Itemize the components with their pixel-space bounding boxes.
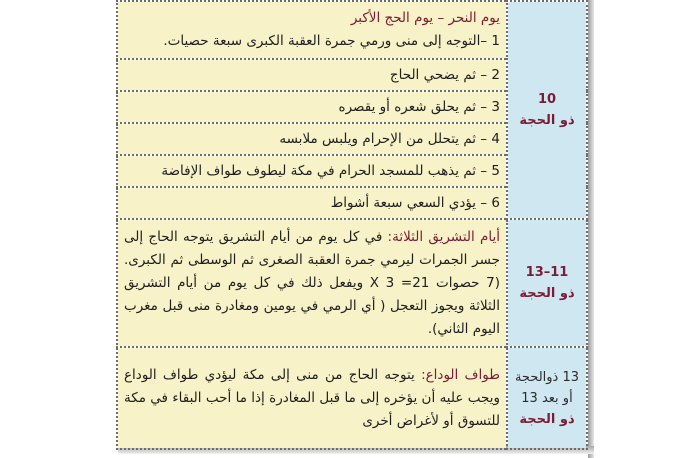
step-cell-1	[117, 1, 507, 59]
tashreeq-heading: أيام التشريق الثلاثة:	[387, 228, 500, 245]
farewell-text: يتوجه الحاج من منى إلى مكة ليؤدي طواف الوداع ويجب عليه أن يؤخره إلى ما قبل المغادرة إذا ما أحب البقاء في مكة للتسوق أو لأغراض أخرى	[124, 366, 500, 429]
farewell-cell	[117, 347, 507, 449]
step-text: 2 – ثم يضحي الحاج	[389, 66, 500, 83]
step-text: 5 – ثم يذهب للمسجد الحرام في مكة ليطوف طواف الإفاضة	[161, 162, 500, 179]
step-text: 3 – ثم يحلق شعره أو يقصره	[338, 98, 500, 115]
step-cell-3	[117, 91, 507, 123]
table-row	[117, 347, 587, 449]
farewell-heading: طواف الوداع:	[421, 366, 501, 383]
step-text: 4 – ثم يتحلل من الإحرام ويلبس ملابسه	[279, 130, 500, 147]
step-text: 1 –التوجه إلى منى ورمي جمرة العقبة الكبرى سبعة حصيات.	[163, 33, 500, 49]
date-cell-day-13	[507, 347, 587, 449]
table-row	[117, 219, 587, 347]
date-range: 11–13	[525, 265, 569, 280]
step-cell-4	[117, 123, 507, 155]
date-cell-day-10	[507, 1, 587, 219]
page-shadow-right	[588, 0, 594, 458]
tashreeq-text: في كل يوم من أيام التشريق يتوجه الحاج إلى جسر الجمرات ليرمي جمرة العقبة الصغرى ثم الوسطى ثم الكبرى. (7 حصوات 21= 3 X ويفعل ذلك في كل يوم من أيام التشريق الثلاثة ويجوز التعجل ( أي الرمي في يومين ومغادرة منى قبل مغرب اليوم الثاني).	[124, 228, 501, 337]
step-heading: يوم النحر – يوم الحج الأكبر	[350, 10, 500, 26]
date-cell-days-11-13	[507, 219, 587, 347]
step-cell-5	[117, 155, 507, 187]
date-day: 10	[537, 92, 557, 107]
step-cell-6	[117, 187, 507, 219]
date-month: ذو الحجة	[519, 113, 575, 128]
step-cell-2	[117, 59, 507, 91]
step-text: 6 – يؤدي السعي سبعة أشواط	[330, 194, 500, 211]
table-row	[117, 1, 587, 59]
date-month: ذو الحجة	[519, 411, 575, 427]
tashreeq-cell	[117, 219, 507, 347]
date-line-1: 13 ذوالحجة	[514, 369, 580, 385]
date-line-2: أو بعد 13	[521, 390, 573, 406]
date-month: ذو الحجة	[519, 286, 575, 301]
hajj-schedule-table	[116, 0, 588, 450]
